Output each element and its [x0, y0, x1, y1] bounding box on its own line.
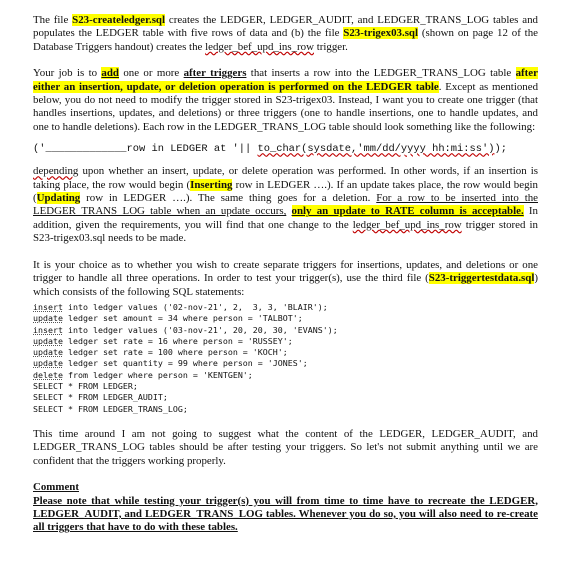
text: depending: [33, 165, 79, 178]
paragraph-task: [33, 67, 538, 134]
text: that inserts a row into the LEDGER_TRANS_LOG table: [246, 67, 516, 80]
heading: Comment: [33, 481, 79, 494]
blank-line: _____________: [45, 143, 127, 156]
document-page: [33, 14, 538, 535]
trigger-name: ledger_bef_upd_ins_row: [352, 218, 462, 231]
text: one or more: [118, 67, 184, 80]
text: [286, 205, 291, 217]
to-char-expression: to_char(sysdate,'mm/dd/yyyy hh:mi:ss'): [257, 143, 495, 156]
log-row-format: [33, 143, 538, 156]
comment-heading: [33, 481, 538, 494]
sql-line: [33, 381, 538, 392]
sql-keyword: insert: [33, 324, 63, 335]
text: trigger.: [313, 40, 348, 53]
sql-line: [33, 358, 538, 369]
text: row in LEDGER ….). If an update takes place, the row would begin (: [33, 178, 538, 205]
text: The file: [33, 14, 73, 26]
sql-text: SELECT * FROM LEDGER;: [33, 380, 138, 391]
paragraph-note: This time around I am not going to suggest what the content of the LEDGER, LEDGER_AUDIT, and LEDGER_TRANS_LOG tables should be after testing your triggers. So let's not submit anything until we are confident that the triggers working properly.: [33, 427, 538, 467]
paragraph-choice: [33, 259, 538, 299]
sql-text: into ledger values ('02-nov-21', 2, 3, 3, 'BLAIR');: [62, 301, 328, 312]
sql-keyword: insert: [33, 301, 63, 312]
sql-keyword: update: [33, 335, 63, 346]
sql-statements: [33, 302, 538, 415]
sql-keyword: update: [33, 313, 63, 324]
text: row in LEDGER at '||: [126, 143, 258, 156]
trigger-name: ledger_bef_upd_ins_row: [205, 40, 314, 53]
emphasis-after-operation: after either an insertion, update, or deletion operation is performed on the LEDGER table: [33, 67, 538, 93]
sql-line: [33, 325, 538, 336]
filename-createledger: S23-createledger.sql: [72, 14, 166, 26]
emphasis-rate-only: only an update to RATE column is acceptable.: [291, 205, 524, 218]
text: In addition, given the requirements, you will find that one change to the: [33, 205, 538, 231]
text: It is your choice as to whether you wish to create separate triggers for insertions, updates, and deletions or one trigger to handle all three operations. In order to test your trigger(s), use the third file (: [33, 258, 538, 285]
sql-keyword: delete: [33, 369, 63, 380]
text: creates the LEDGER, LEDGER_AUDIT, and LEDGER_TRANS_LOG tables and populates the LEDGER table with five rows of data and (b) the file: [33, 14, 539, 40]
text: ) which consists of the following SQL statements:: [33, 272, 538, 298]
paragraph-intro: [33, 14, 538, 54]
text: (': [33, 143, 46, 156]
text: upon whether an insert, update, or delete operation was performed. In other words, if an insertion is taking place, the row would begin (: [33, 165, 538, 191]
sql-keyword: update: [33, 347, 63, 358]
sql-line: [33, 404, 538, 415]
comment-body: [33, 495, 538, 535]
sql-line: [33, 302, 538, 313]
sql-line: [33, 370, 538, 381]
emphasis-after-triggers: after triggers: [183, 67, 247, 80]
text: row in LEDGER ….). The same thing goes for a deletion.: [80, 192, 377, 205]
emphasis-inserting: Inserting: [190, 178, 233, 191]
comment-text: Please note that while testing your trigger(s) you will from time to time have to recreate the LEDGER, LEDGER_AUDIT, and LEDGER_TRANS_LOG tables. Whenever you do so, you will also need to re-create all triggers that have to do with these tables.: [33, 494, 538, 534]
sql-line: [33, 336, 538, 347]
sql-text: ledger set amount = 34 where person = 'TALBOT';: [62, 313, 303, 324]
sql-line: [33, 392, 538, 403]
sql-text: ledger set rate = 100 where person = 'KOCH';: [62, 347, 288, 358]
sql-text: into ledger values ('03-nov-21', 20, 20, 30, 'EVANS');: [62, 324, 338, 335]
sql-text: ledger set quantity = 99 where person = 'JONES';: [62, 358, 308, 369]
paragraph-depending: [33, 165, 538, 245]
text: );: [494, 143, 507, 156]
filename-testdata: S23-triggertestdata.sql: [428, 272, 535, 285]
sql-text: SELECT * FROM LEDGER_AUDIT;: [33, 392, 168, 403]
sql-line: [33, 313, 538, 324]
emphasis-add: add: [101, 67, 119, 80]
text-underlined: For a row to be inserted into the LEDGER_TRANS_LOG table when an update occurs,: [33, 192, 538, 218]
sql-line: [33, 347, 538, 358]
text: Your job is to: [33, 67, 102, 80]
sql-keyword: update: [33, 358, 63, 369]
text: (shown on page 12 of the Database Triggers handout) creates the: [33, 27, 538, 53]
emphasis-updating: Updating: [36, 192, 81, 205]
sql-text: ledger set rate = 16 where person = 'RUSSEY';: [62, 335, 293, 346]
text: . Except as mentioned below, you do not need to modify the trigger stored in S23-trigex03. Instead, I want you to create one trigger (that handles insertions, updates, and deletions) or three triggers (one to handle insertions, one to handle updates, and one to handle deletions). Each row in the LEDGER_TRANS_LOG table should look something like the following:: [33, 80, 539, 133]
sql-text: SELECT * FROM LEDGER_TRANS_LOG;: [33, 403, 188, 414]
filename-trigex03: S23-trigex03.sql: [343, 27, 419, 40]
sql-text: from ledger where person = 'KENTGEN';: [62, 369, 253, 380]
text: trigger stored in S23-trigex03.sql needs to be made.: [33, 218, 538, 245]
